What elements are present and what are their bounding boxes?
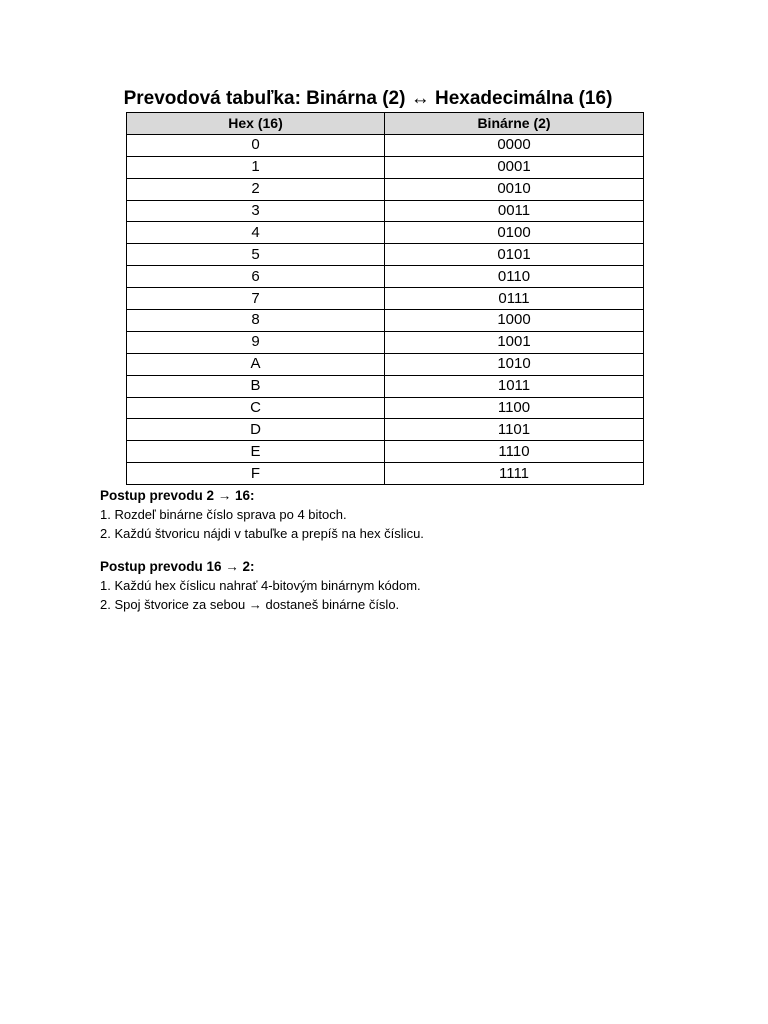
hex-cell: 4 [127, 222, 385, 244]
procedure-hex-to-binary [100, 557, 660, 614]
hex-cell: E [127, 441, 385, 463]
procedure-step: 2. Každú štvoricu nájdi v tabuľke a prepíš na hex číslicu. [100, 526, 424, 541]
binary-cell: 0010 [385, 178, 644, 200]
table-row [127, 419, 644, 441]
table-row [127, 397, 644, 419]
hex-cell: B [127, 375, 385, 397]
procedure-step: 2. Spoj štvorice za sebou → dostaneš binárne číslo. [100, 597, 400, 612]
binary-cell: 1001 [385, 331, 644, 353]
binary-cell: 1110 [385, 441, 644, 463]
table-row [127, 288, 644, 310]
procedure-heading: Postup prevodu 2 → 16: [100, 488, 255, 503]
binary-cell: 1100 [385, 397, 644, 419]
hex-cell: C [127, 397, 385, 419]
binary-cell: 1111 [385, 463, 644, 485]
column-header-binary: Binárne (2) [385, 113, 644, 135]
table-row [127, 375, 644, 397]
hex-cell: 0 [127, 134, 385, 156]
binary-cell: 1010 [385, 353, 644, 375]
procedure-step: 1. Každú hex číslicu nahrať 4-bitovým binárnym kódom. [100, 578, 421, 593]
hex-cell: 2 [127, 178, 385, 200]
conversion-table [126, 112, 644, 485]
hex-cell: 6 [127, 266, 385, 288]
binary-cell: 1000 [385, 310, 644, 332]
table-row [127, 353, 644, 375]
procedure-steps [100, 505, 660, 543]
procedure-step: 1. Rozdeľ binárne číslo sprava po 4 bitoch. [100, 507, 347, 522]
binary-cell: 0111 [385, 288, 644, 310]
binary-cell: 0101 [385, 244, 644, 266]
binary-cell: 0110 [385, 266, 644, 288]
table-header-row [127, 113, 644, 135]
table-row [127, 200, 644, 222]
procedure-heading: Postup prevodu 16 → 2: [100, 559, 255, 574]
column-header-hex: Hex (16) [127, 113, 385, 135]
hex-cell: 5 [127, 244, 385, 266]
hex-cell: 9 [127, 331, 385, 353]
table-row [127, 134, 644, 156]
hex-cell: 8 [127, 310, 385, 332]
table-row [127, 463, 644, 485]
table-row [127, 156, 644, 178]
table-row [127, 266, 644, 288]
binary-cell: 0000 [385, 134, 644, 156]
table-row [127, 244, 644, 266]
table-row [127, 178, 644, 200]
binary-cell: 1011 [385, 375, 644, 397]
hex-cell: 3 [127, 200, 385, 222]
table-row [127, 331, 644, 353]
table-row [127, 441, 644, 463]
binary-cell: 0001 [385, 156, 644, 178]
hex-cell: 1 [127, 156, 385, 178]
binary-cell: 1101 [385, 419, 644, 441]
hex-cell: A [127, 353, 385, 375]
binary-cell: 0100 [385, 222, 644, 244]
binary-cell: 0011 [385, 200, 644, 222]
hex-cell: D [127, 419, 385, 441]
table-row [127, 222, 644, 244]
page-title: Prevodová tabuľka: Binárna (2) ↔ Hexadecimálna (16) [123, 88, 613, 109]
procedure-steps [100, 576, 660, 614]
hex-cell: 7 [127, 288, 385, 310]
procedure-binary-to-hex [100, 486, 660, 543]
hex-cell: F [127, 463, 385, 485]
table-row [127, 310, 644, 332]
